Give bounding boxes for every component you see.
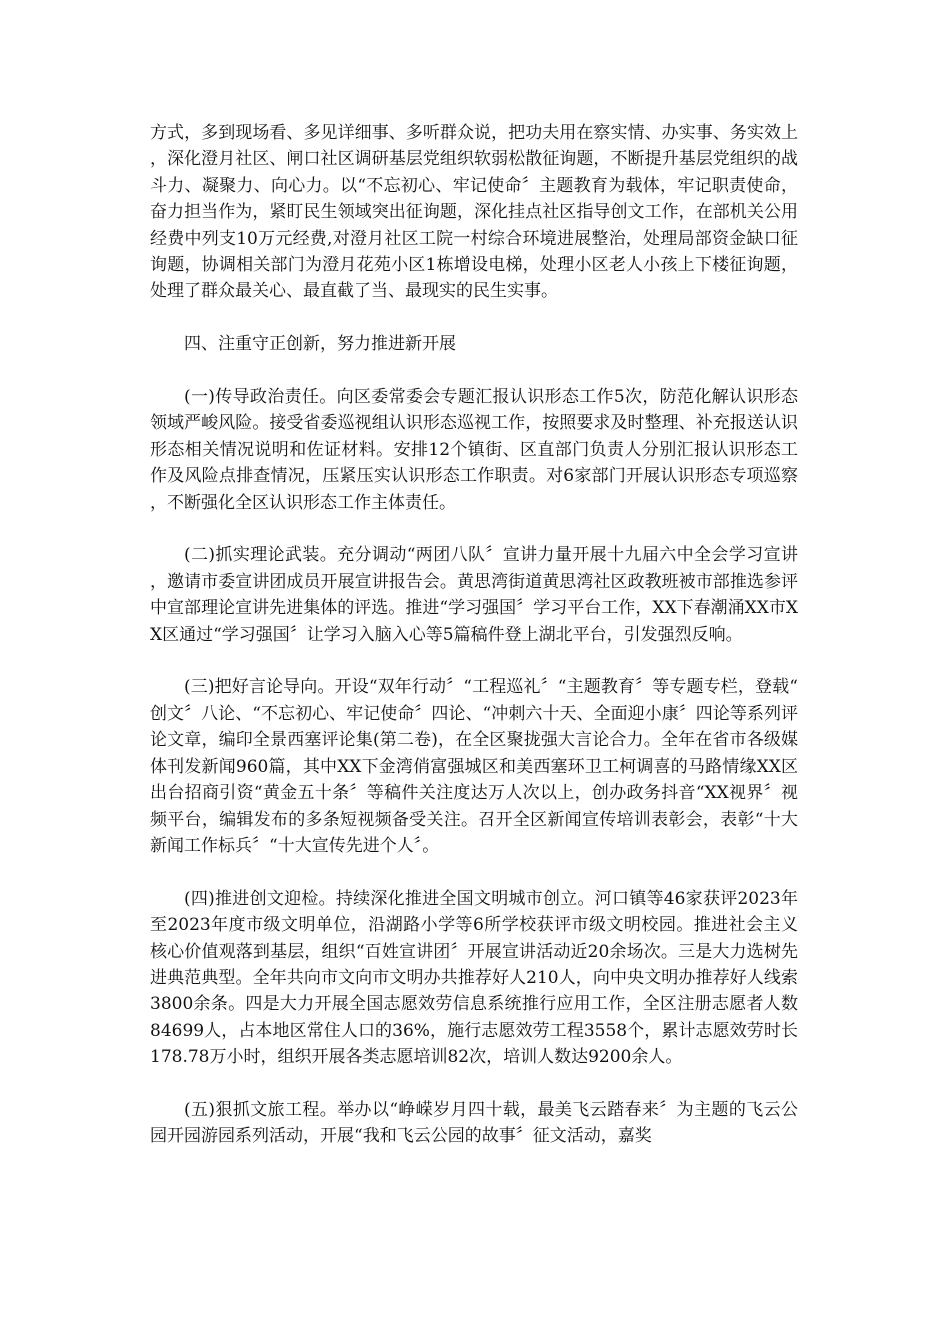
paragraph-public-opinion: (三)把好言论导向。开设“双年行动〞“工程巡礼〞“主题教育〞等专题专栏，登载“创文〞八论、“不忘初心、牢记使命〞四论、“冲刺六十天、全面迎小康〞四论等系列评论文章，编印全景西塞评论集(第二卷)，在全区聚拢强大言论合力。全年在省市各级媒体刊发新闻960篇，其中XX下金湾俏富强城区和美西塞环卫工柯调喜的马路情缘XX区出台招商引资“黄金五十条〞等稿件关注度达万人次以上，创办政务抖音“XX视界〞视频平台，编辑发布的多条短视频备受关注。召开全区新闻宣传培训表彰会，表彰“十大新闻工作标兵〞“十大宣传先进个人〞。 [150,677,798,856]
paragraph-theory-arming: (二)抓实理论武装。充分调动“两团八队〞宣讲力量开展十九届六中全会学习宣讲，邀请市委宣讲团成员开展宣讲报告会。黄思湾街道黄思湾社区政教班被市部推选参评中宣部理论宣讲先进集体的评选。推进“学习强国〞学习平台工作，XX下春潮涌XX市XX区通过“学习强国〞让学习入脑入心等5篇稿件登上湖北平台，引发强烈反响。 [150,545,798,645]
paragraph-intro-continuation: 方式，多到现场看、多见详细事、多听群众说，把功夫用在察实情、办实事、务实效上，深化澄月社区、闸口社区调研基层党组织软弱松散征询题，不断提升基层党组织的战斗力、凝聚力、向心力。以“不忘初心、牢记使命〞主题教育为载体，牢记职责使命，奋力担当作为，紧盯民生领域突出征询题，深化挂点社区指导创文工作，在部机关公用经费中列支10万元经费,对澄月社区工院一村综合环境进展整治，处理局部资金缺口征询题，协调相关部门为澄月花苑小区1栋增设电梯，处理小区老人小孩上下楼征询题，处理了群众最关心、最直截了当、最现实的民生实事。 [150,123,798,302]
paragraph-civilization-inspection: (四)推进创文迎检。持续深化推进全国文明城市创立。河口镇等46家获评2023年至2023年度市级文明单位，沿湖路小学等6所学校获评市级文明校园。推进社会主义核心价值观落到基层，组织“百姓宣讲团〞开展宣讲活动近20余场次。三是大力选树先进典范典型。全年共向市文向市文明办共推荐好人210人，向中央文明办推荐好人线索3800余条。四是大力开展全国志愿效劳信息系统推行应用工作，全区注册志愿者人数84699人，占本地区常住人口的36%，施行志愿效劳工程3558个，累计志愿效劳时长178.78万小时，组织开展各类志愿培训82次，培训人数达9200余人。 [150,888,798,1068]
paragraph-culture-tourism: (五)狠抓文旅工程。举办以“峥嵘岁月四十载，最美飞云踏春来〞为主题的飞云公园开园游园系列活动，开展“我和飞云公园的故事〞征文活动，嘉奖 [150,1099,798,1147]
document-page [150,120,798,1176]
paragraph-political-responsibility: (一)传导政治责任。向区委常委会专题汇报认识形态工作5次，防范化解认识形态领域严峻风险。接受省委巡视组认识形态巡视工作，按照要求及时整理、补充报送认识形态相关情况说明和佐证材料。安排12个镇街、区直部门负责人分别汇报认识形态工作及风险点排查情况，压紧压实认识形态工作职责。对6家部门开展认识形态专项巡察，不断强化全区认识形态工作主体责任。 [150,387,798,513]
section-heading-four: 四、注重守正创新，努力推进新开展 [184,334,456,355]
